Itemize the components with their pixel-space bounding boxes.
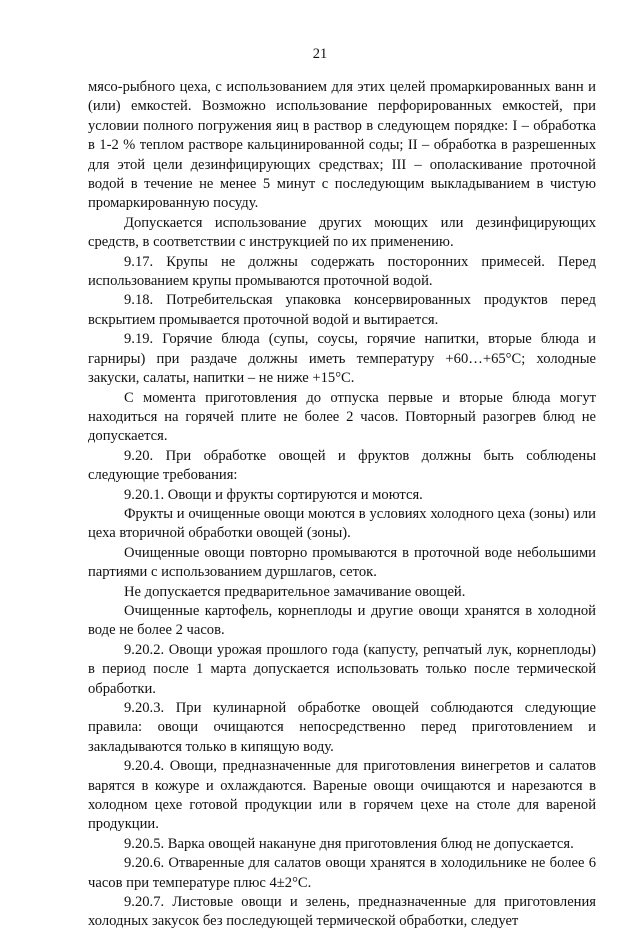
paragraph: Не допускается предварительное замачивание овощей. <box>124 583 466 600</box>
paragraph: 9.20.3. При кулинарной обработке овощей соблюдаются следующие правила: овощи очищаются непосредственно перед приготовлением и закладываются только в кипящую воду. <box>88 700 596 755</box>
paragraph: 9.20.7. Листовые овощи и зелень, предназначенные для приготовления холодных закусок без последующей термической обработки, следует <box>88 894 596 930</box>
paragraph: 9.20.1. Овощи и фрукты сортируются и моются. <box>124 486 423 503</box>
paragraph: 9.20.6. Отваренные для салатов овощи хранятся в холодильнике не более 6 часов при температуре плюс 4±2°С. <box>88 855 596 891</box>
paragraph: 9.20.5. Варка овощей накануне дня приготовления блюд не допускается. <box>124 835 574 852</box>
paragraph: Допускается использование других моющих или дезинфицирующих средств, в соответствии с инструкцией по их применению. <box>88 214 596 251</box>
paragraph: 9.19. Горячие блюда (супы, соусы, горячие напитки, вторые блюда и гарниры) при раздаче должны иметь температуру +60…+65°С; холодные закуски, салаты, напитки – не ниже +15°С. <box>88 331 596 387</box>
paragraph: 9.20.2. Овощи урожая прошлого года (капусту, репчатый лук, корнеплоды) в период после 1 марта допускается использовать только после термической обработки. <box>88 641 596 697</box>
paragraph: Очищенные овощи повторно промываются в проточной воде небольшими партиями с использованием дуршлагов, сеток. <box>88 544 596 581</box>
paragraph: Фрукты и очищенные овощи моются в условиях холодного цеха (зоны) или цеха вторичной обработки овощей (зоны). <box>88 505 596 542</box>
page-number: 21 <box>312 46 328 62</box>
body-text <box>88 78 596 932</box>
paragraph: 9.18. Потребительская упаковка консервированных продуктов перед вскрытием промывается проточной водой и вытирается. <box>88 292 596 328</box>
paragraph: Очищенные картофель, корнеплоды и другие овощи хранятся в холодной воде не более 2 часов. <box>88 602 596 639</box>
paragraph: 9.17. Крупы не должны содержать посторонних примесей. Перед использованием крупы промываются проточной водой. <box>88 253 596 290</box>
paragraph: 9.20. При обработке овощей и фруктов должны быть соблюдены следующие требования: <box>88 447 596 484</box>
paragraph: мясо-рыбного цеха, с использованием для этих целей промаркированных ванн и (или) емкостей. Возможно использование перфорированных емкостей, при условии полного погружения яиц в раствор в следующем порядке: I – обработка в 1-2 % теплом растворе кальцинированной соды; II – обработка в разрешенных для этой цели дезинфицирующих средствах; III – ополаскивание проточной водой в течение не менее 5 минут с последующим выкладыванием в чистую промаркированную посуду. <box>88 79 596 212</box>
paragraph: 9.20.4. Овощи, предназначенные для приготовления винегретов и салатов варятся в кожуре и охлаждаются. Вареные овощи очищаются и нарезаются в холодном цехе готовой продукции или в горячем цехе на столе для вареной продукции. <box>88 758 596 833</box>
paragraph: С момента приготовления до отпуска первые и вторые блюда могут находиться на горячей плите не более 2 часов. Повторный разогрев блюд не допускается. <box>88 389 596 445</box>
